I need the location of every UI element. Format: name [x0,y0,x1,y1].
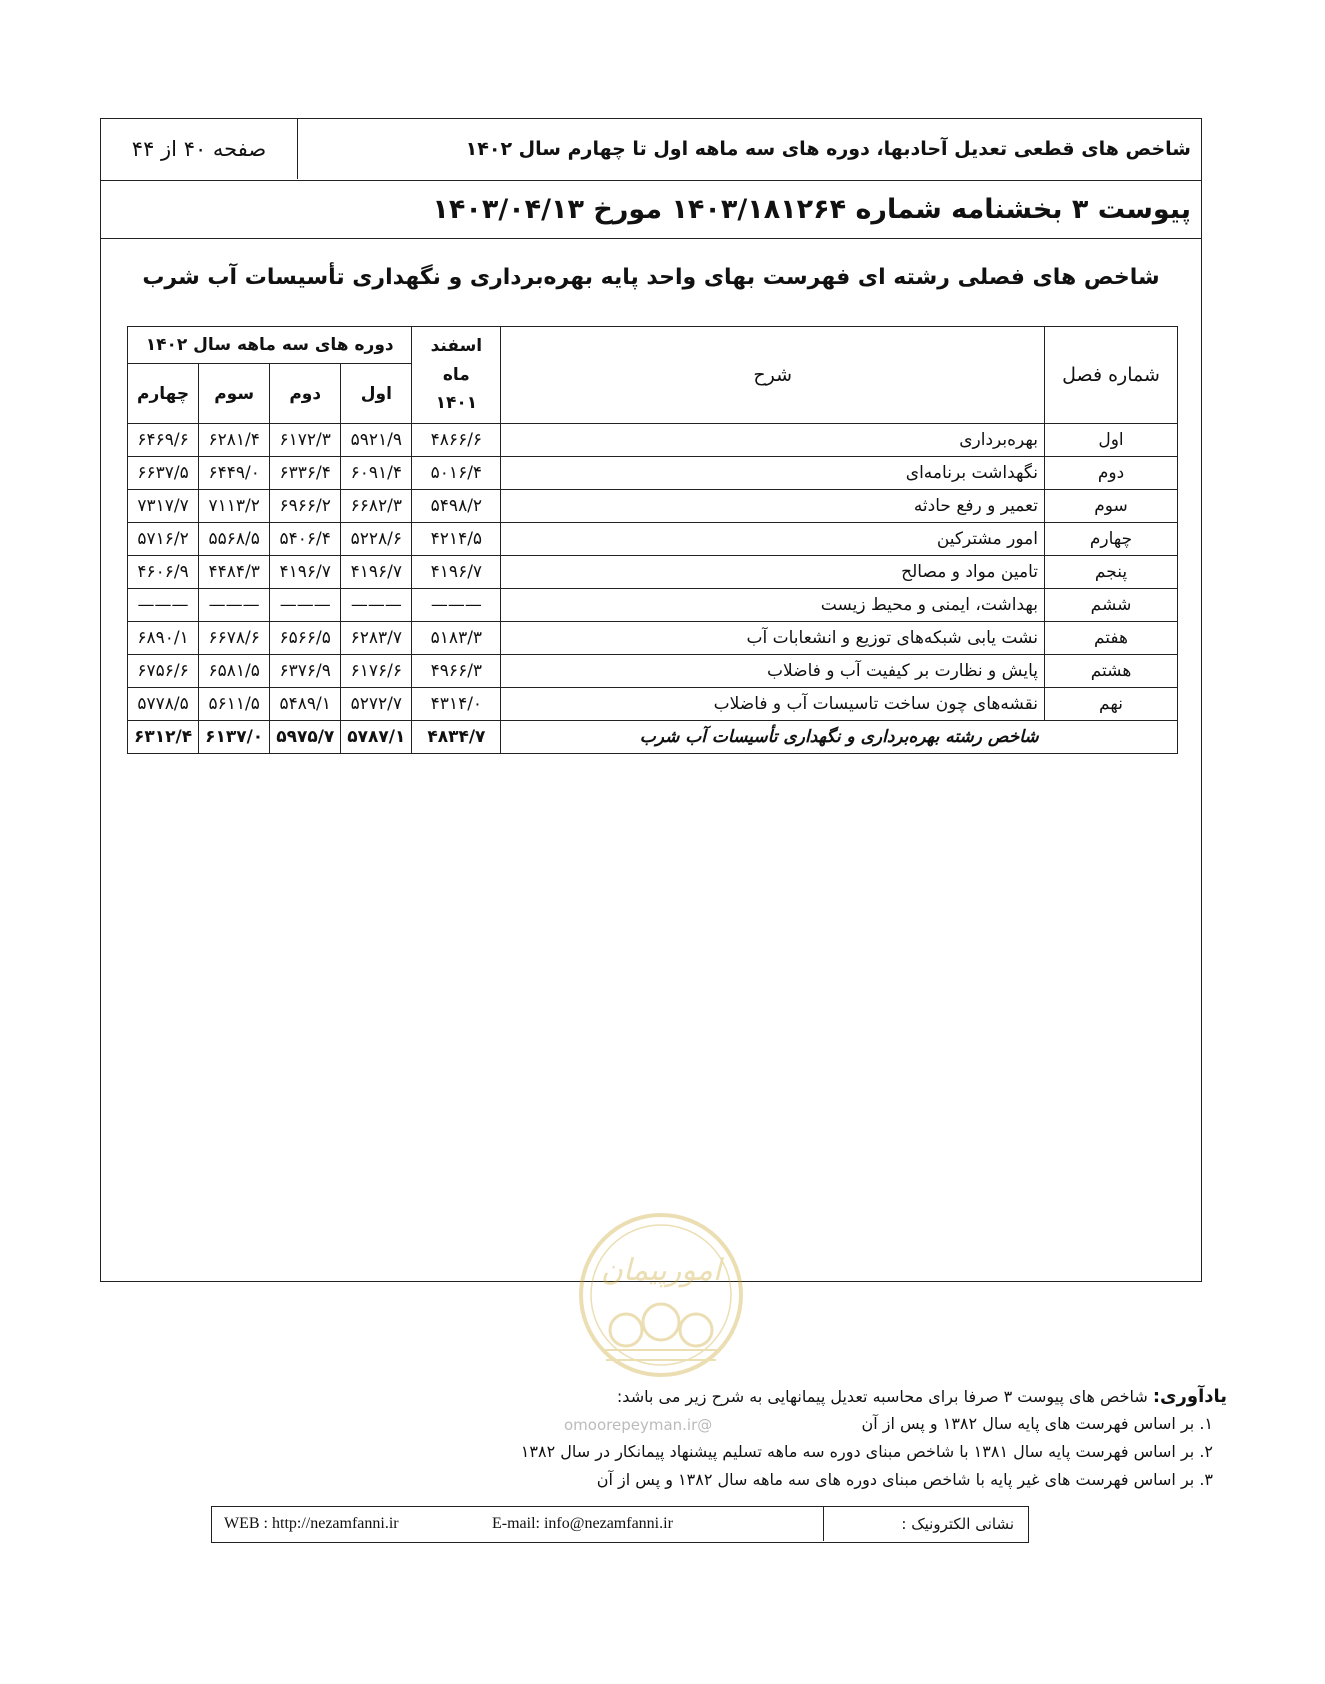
esfand-cell: ۴۲۱۴/۵ [412,523,501,556]
desc-cell: نشت یابی شبکه‌های توزیع و انشعابات آب [501,622,1045,655]
table-subtitle: شاخص های فصلی رشته ای فهرست بهای واحد پایه بهره‌برداری و نگهداری تأسیسات آب شرب [142,265,1160,290]
esfand-cell: ۴۱۹۶/۷ [412,556,501,589]
page-number-text: صفحه ۴۰ از ۴۴ [131,137,267,161]
table-row [128,655,1178,688]
col-q2-header: دوم [270,364,341,424]
desc-cell: تامین مواد و مصالح [501,556,1045,589]
q2-cell: ۴۱۹۶/۷ [270,556,341,589]
col-esfand-header [412,327,501,424]
desc-cell: نقشه‌های چون ساخت تاسیسات آب و فاضلاب [501,688,1045,721]
q3-cell: ۵۶۱۱/۵ [199,688,270,721]
notes-intro-text: شاخص های پیوست ۳ صرفا برای محاسبه تعدیل پیمانهایی به شرح زیر می باشد: [616,1387,1148,1406]
col-periods-header: دوره های سه ماهه سال ۱۴۰۲ [128,327,412,364]
desc-cell: پایش و نظارت بر کیفیت آب و فاضلاب [501,655,1045,688]
q1-cell: ۶۲۸۳/۷ [341,622,412,655]
q1-cell: ۵۹۲۱/۹ [341,424,412,457]
esfand-cell: ۵۰۱۶/۴ [412,457,501,490]
col-esfand-line2: ۱۴۰۱ [435,393,478,414]
q1-cell: ۵۲۷۲/۷ [341,688,412,721]
esfand-cell: ۴۹۶۶/۳ [412,655,501,688]
q4-cell: ۶۸۹۰/۱ [128,622,199,655]
q2-cell: ۶۹۶۶/۲ [270,490,341,523]
q2-cell: ۶۳۷۶/۹ [270,655,341,688]
watermark-site: @omoorepeyman.ir [564,1416,713,1434]
total-q4-cell: ۶۳۱۲/۴ [128,721,199,754]
notes-item: ۱. بر اساس فهرست های پایه سال ۱۳۸۲ و پس از آن [861,1414,1213,1433]
annex-row [101,181,1201,239]
chapter-cell: دوم [1045,457,1178,490]
chapter-cell: پنجم [1045,556,1178,589]
table-row [128,622,1178,655]
total-desc-cell: شاخص رشته بهره‌برداری و نگهداری تأسیسات آب شرب [501,721,1178,754]
q3-cell: ۶۲۸۱/۴ [199,424,270,457]
total-q3-cell: ۶۱۳۷/۰ [199,721,270,754]
watermark-site-text: omoorepeyman.ir [564,1416,698,1434]
table-row [128,424,1178,457]
q2-cell: ——— [270,589,341,622]
desc-cell: نگهداشت برنامه‌ای [501,457,1045,490]
esfand-cell: ۵۴۹۸/۲ [412,490,501,523]
col-desc-header: شرح [501,327,1045,424]
col-q4-header: چهارم [128,364,199,424]
q1-cell: ۶۰۹۱/۴ [341,457,412,490]
footer-web[interactable]: WEB : http://nezamfanni.ir [224,1515,399,1532]
page-number [101,119,298,179]
chapter-cell: نهم [1045,688,1178,721]
notes-intro [617,1386,1227,1407]
q4-cell: ۵۷۷۸/۵ [128,688,199,721]
q3-cell: ۴۴۸۴/۳ [199,556,270,589]
col-esfand-line1: اسفند ماه [430,335,483,385]
header-title: شاخص های قطعی تعدیل آحادبها، دوره های سه ماهه اول تا چهارم سال ۱۴۰۲ [465,138,1191,160]
q2-cell: ۶۱۷۲/۳ [270,424,341,457]
q3-cell: ۶۴۴۹/۰ [199,457,270,490]
col-q1-header: اول [341,364,412,424]
chapter-cell: هفتم [1045,622,1178,655]
q1-cell: ۶۱۷۶/۶ [341,655,412,688]
esfand-cell: ۴۳۱۴/۰ [412,688,501,721]
q2-cell: ۵۴۰۶/۴ [270,523,341,556]
table-row [128,589,1178,622]
q3-cell: ——— [199,589,270,622]
q4-cell: ۵۷۱۶/۲ [128,523,199,556]
footer-label: نشانی الکترونیک : [823,1507,1028,1541]
esfand-cell: ۴۸۶۶/۶ [412,424,501,457]
q4-cell: ۶۴۶۹/۶ [128,424,199,457]
notes-item: ۳. بر اساس فهرست های غیر پایه با شاخص مبنای دوره های سه ماهه سال ۱۳۸۲ و پس از آن [596,1470,1213,1489]
chapter-cell: سوم [1045,490,1178,523]
esfand-cell: ۵۱۸۳/۳ [412,622,501,655]
col-chapter-header: شماره فصل [1045,327,1178,424]
table-total-row [128,721,1178,754]
table-row [128,457,1178,490]
table-row [128,490,1178,523]
esfand-cell: ——— [412,589,501,622]
q4-cell: ۶۷۵۶/۶ [128,655,199,688]
q2-cell: ۶۵۶۶/۵ [270,622,341,655]
desc-cell: بهداشت، ایمنی و محیط زیست [501,589,1045,622]
chapter-cell: اول [1045,424,1178,457]
q4-cell: ۶۶۳۷/۵ [128,457,199,490]
q1-cell: ۶۶۸۲/۳ [341,490,412,523]
notes-heading: یادآوری: [1152,1386,1227,1407]
footer-contact [211,1506,1029,1543]
footer-email[interactable]: E-mail: info@nezamfanni.ir [492,1515,673,1532]
table-row [128,556,1178,589]
table-row [128,688,1178,721]
header-row [101,119,1201,181]
index-table [127,326,1178,754]
q3-cell: ۶۶۷۸/۶ [199,622,270,655]
chapter-cell: چهارم [1045,523,1178,556]
q4-cell: ۴۶۰۶/۹ [128,556,199,589]
notes-item: ۲. بر اساس فهرست پایه سال ۱۳۸۱ با شاخص مبنای دوره سه ماهه تسلیم پیشنهاد پیمانکار در سال ۱۳۸۲ [520,1442,1213,1461]
table-row [128,523,1178,556]
q3-cell: ۶۵۸۱/۵ [199,655,270,688]
annex-title: پیوست ۳ بخشنامه شماره ۱۴۰۳/۱۸۱۲۶۴ مورخ ۱۴۰۳/۰۴/۱۳ [432,194,1191,225]
total-q2-cell: ۵۹۷۵/۷ [270,721,341,754]
q4-cell: ——— [128,589,199,622]
q3-cell: ۵۵۶۸/۵ [199,523,270,556]
chapter-cell: ششم [1045,589,1178,622]
total-q1-cell: ۵۷۸۷/۱ [341,721,412,754]
q2-cell: ۵۴۸۹/۱ [270,688,341,721]
q1-cell: ——— [341,589,412,622]
total-esfand-cell: ۴۸۳۴/۷ [412,721,501,754]
q3-cell: ۷۱۱۳/۲ [199,490,270,523]
watermark-logo-text: امورپیمان [600,1253,722,1288]
desc-cell: تعمیر و رفع حادثه [501,490,1045,523]
desc-cell: امور مشترکین [501,523,1045,556]
col-q3-header: سوم [199,364,270,424]
desc-cell: بهره‌برداری [501,424,1045,457]
q1-cell: ۴۱۹۶/۷ [341,556,412,589]
q4-cell: ۷۳۱۷/۷ [128,490,199,523]
chapter-cell: هشتم [1045,655,1178,688]
q1-cell: ۵۲۲۸/۶ [341,523,412,556]
watermark-logo [556,1210,766,1380]
q2-cell: ۶۳۳۶/۴ [270,457,341,490]
